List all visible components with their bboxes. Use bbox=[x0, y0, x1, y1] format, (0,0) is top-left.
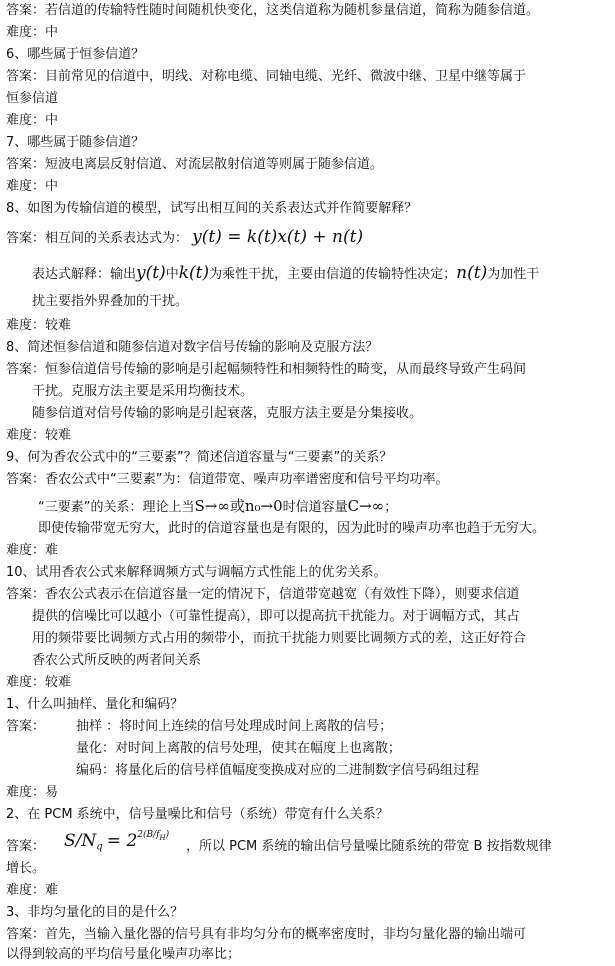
answer-text: 答案：相互间的关系表达式为： bbox=[6, 231, 189, 246]
pcm-formula-base: = 2 bbox=[106, 831, 138, 851]
question-heading: 6、哪些属于恒参信道？ bbox=[6, 47, 145, 62]
difficulty-label: 难度：中 bbox=[6, 179, 59, 194]
answer-text: 答案： bbox=[6, 839, 46, 854]
pcm-formula bbox=[64, 824, 169, 859]
question-heading: 10、试用香农公式来解释调频方式与调幅方式性能上的优劣关系。 bbox=[6, 565, 387, 580]
shannon-condition-formula: S→∞或n₀→0 bbox=[194, 497, 283, 515]
answer-text: 增长。 bbox=[6, 861, 46, 876]
pcm-formula-exp: 2(B/f bbox=[137, 830, 160, 840]
answer-text: 答案：恒参信道信号传输的影响是引起幅频特性和相频特性的畸变，从而最终导致产生码间 bbox=[6, 362, 527, 377]
difficulty-label: 难度：中 bbox=[6, 113, 59, 128]
capacity-formula: C→∞ bbox=[347, 497, 385, 515]
pcm-formula-exp-sub: H bbox=[159, 833, 166, 842]
formula-kt: k(t) bbox=[178, 263, 210, 283]
answer-text: ，所以 PCM 系统的输出信号量噪比随系统的带宽 B 按指数规律 bbox=[186, 839, 552, 854]
difficulty-label: 难度：难 bbox=[6, 883, 59, 898]
answer-text: 量化：对时间上离散的信号处理，使其在幅度上也离散； bbox=[76, 741, 402, 756]
question-heading: 7、哪些属于随参信道？ bbox=[6, 135, 145, 150]
difficulty-label: 难度：易 bbox=[6, 785, 59, 800]
answer-text: 中 bbox=[165, 267, 179, 282]
difficulty-label: 难度：较难 bbox=[6, 675, 72, 690]
difficulty-label: 难度：较难 bbox=[6, 428, 72, 443]
answer-text: 答案：香农公式表示在信道容量一定的情况下，信道带宽越宽（有效性下降），则要求信道 bbox=[6, 587, 520, 602]
formula-nt: n(t) bbox=[456, 263, 488, 283]
difficulty-label: 难度：较难 bbox=[6, 318, 72, 333]
question-heading: 2、在 PCM 系统中，信号量噪比和信号（系统）带宽有什么关系？ bbox=[6, 807, 389, 822]
answer-text: 答案：首先，当输入量化器的信号具有非均匀分布的概率密度时，非均匀量化器的输出端可 bbox=[6, 927, 527, 942]
answer-text: 编码：将量化后的信号样值幅度变换成对应的二进制数字信号码组过程 bbox=[76, 763, 480, 778]
question-heading: 8、简述恒参信道和随参信道对数字信号传输的影响及克服方法？ bbox=[6, 340, 379, 355]
answer-text: 恒参信道 bbox=[6, 91, 59, 106]
question-heading: 8、如图为传输信道的模型，试写出相互间的关系表达式并作简要解释？ bbox=[6, 201, 418, 216]
answer-text: 答案： bbox=[6, 719, 46, 734]
difficulty-label: 难度：难 bbox=[6, 543, 59, 558]
answer-text: “三要素”的关系：理论上当 bbox=[38, 500, 195, 515]
answer-text: 为加性干 bbox=[487, 267, 540, 282]
answer-text: 扰主要指外界叠加的干扰。 bbox=[32, 294, 189, 309]
pcm-formula-exp-close: ) bbox=[165, 830, 170, 840]
answer-text: 抽样 ：将时间上连续的信号处理成时间上离散的信号； bbox=[76, 719, 393, 734]
answer-text: 即使传输带宽无穷大，此时的信道容量也是有限的，因为此时的噪声功率也趋于无穷大。 bbox=[38, 521, 546, 536]
answer-text: 答案：若信道的传输特性随时间随机快变化，这类信道称为随机参量信道，简称为随参信道。 bbox=[6, 3, 540, 18]
answer-text: 提供的信噪比可以越小（可靠性提高），即可以提高抗干扰能力。对于调幅方式，其占 bbox=[32, 609, 520, 624]
answer-text: 时信道容量 bbox=[282, 500, 348, 515]
answer-text: 答案：短波电离层反射信道、对流层散射信道等则属于随参信道。 bbox=[6, 157, 384, 172]
answer-text: 答案：目前常见的信道中，明线、对称电缆、同轴电缆、光纤、微波中继、卫星中继等属于 bbox=[6, 69, 527, 84]
pcm-formula-sub: q bbox=[96, 841, 103, 853]
question-heading: 1、什么叫抽样、量化和编码？ bbox=[6, 697, 184, 712]
answer-text: 干扰。克服方法主要是采用均衡技术。 bbox=[32, 384, 254, 399]
difficulty-label: 难度：中 bbox=[6, 25, 59, 40]
channel-model-formula: y(t) = k(t)x(t) + n(t) bbox=[192, 227, 364, 247]
question-heading: 3、非均匀量化的目的是什么？ bbox=[6, 905, 184, 920]
shannon-relation-line bbox=[38, 495, 397, 519]
question-heading: 9、何为香农公式中的“三要素”？简述信道容量与“三要素”的关系？ bbox=[6, 450, 393, 465]
explanation-line bbox=[32, 262, 539, 286]
answer-text: 用的频带要比调频方式占用的频带小，而抗干扰能力则要比调频方式的差，这正好符合 bbox=[32, 631, 527, 646]
answer-text: 表达式解释：输出 bbox=[32, 267, 137, 282]
answer-text: 为乘性干扰，主要由信道的传输特性决定； bbox=[209, 267, 457, 282]
answer-text: 随参信道对信号传输的影响是引起衰落，克服方法主要是分集接收。 bbox=[32, 406, 423, 421]
answer-text: 答案：香农公式中“三要素”为：信道带宽、噪声功率谱密度和信号平均功率。 bbox=[6, 472, 449, 487]
answer-text: 香农公式所反映的两者间关系 bbox=[32, 653, 202, 668]
answer-formula-line bbox=[6, 226, 363, 250]
formula-yt: y(t) bbox=[136, 263, 166, 283]
answer-text: ； bbox=[384, 500, 398, 515]
pcm-formula-lhs: S/N bbox=[64, 831, 97, 851]
answer-text: 以得到较高的平均信号量化噪声功率比； bbox=[6, 947, 241, 962]
